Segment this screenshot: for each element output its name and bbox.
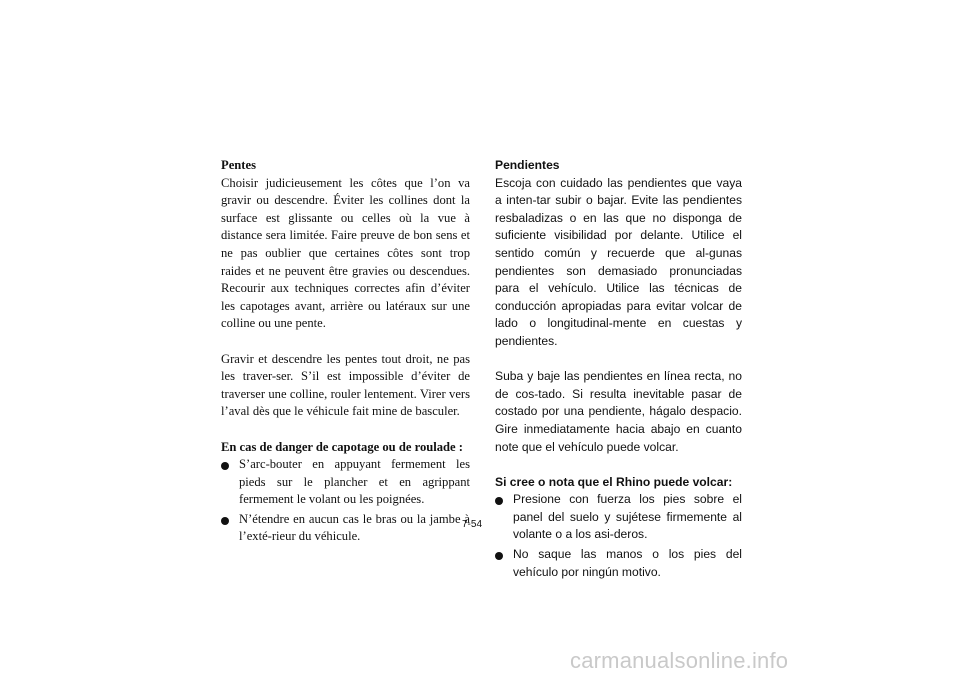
spanish-bullet-text-2: No saque las manos o los pies del vehículo por ningún motivo. <box>513 547 742 579</box>
french-paragraph-1: Choisir judicieusement les côtes que l’on va gravir ou descendre. Éviter les collines dont la surface est glissante ou celles où la vue à distance sera limitée. Faire preuve de bon sens et ne pas oublier que certaines côtes sont trop raides et ne peuvent être gravies ou descendues. Recourir aux techniques correctes afin d’éviter les capotages avant, arrière ou latéraux sur une colline ou une pente. <box>221 175 470 331</box>
spanish-bullet-list <box>495 491 742 581</box>
list-item <box>495 546 742 581</box>
bullet-dot-icon <box>495 497 503 505</box>
french-bullet-text-2: N’étendre en aucun cas le bras ou la jambe à l’exté-rieur du véhicule. <box>239 511 470 544</box>
french-bullet-list <box>221 456 470 546</box>
spanish-heading: Pendientes <box>495 158 560 172</box>
spanish-paragraph-2: Suba y baje las pendientes en línea recta, no de cos-tado. Si resulta inevitable pasar de costado por una pendiente, hágalo despacio. Gire inmediatamente hacia abajo en cuanto note que el vehículo puede volcar. <box>495 369 742 454</box>
bullet-dot-icon <box>221 462 229 470</box>
spanish-column <box>495 157 742 583</box>
watermark: carmanualsonline.info <box>570 648 789 673</box>
spanish-paragraph-1: Escoja con cuidado las pendientes que vaya a inten-tar subir o bajar. Evite las pendientes resbaladizas o en las que no disponga de suficiente visibilidad por delante. Utilice el sentido común y recuerde que al-gunas pendientes son demasiado pronunciadas para el vehículo. Utilice las técnicas de conducción apropiadas para evitar volcar de lado o longitudinal-mente en cuestas y pendientes. <box>495 175 742 348</box>
spacer <box>495 351 742 369</box>
list-item <box>221 456 470 509</box>
french-paragraph-2: Gravir et descendre les pentes tout droit, ne pas les traver-ser. S’il est impossible d’éviter de traverser une colline, rouler lentement. Virer vers l’aval dès que le véhicule fait mine de basculer. <box>221 351 470 419</box>
french-column <box>221 157 470 548</box>
french-bullet-text-1: S’arc-bouter en appuyant fermement les pieds sur le plancher et en agrippant fermement le volant ou les poignées. <box>239 457 470 507</box>
spanish-bullet-text-1: Presione con fuerza los pies sobre el panel del suelo y sujétese firmemente al volante o a los asi-deros. <box>513 492 742 542</box>
spacer <box>221 421 470 439</box>
french-subheading: En cas de danger de capotage ou de roulade : <box>221 439 463 454</box>
page-number: 7-54 <box>462 519 483 530</box>
spacer <box>495 456 742 474</box>
list-item <box>221 511 470 546</box>
spacer <box>221 333 470 351</box>
list-item <box>495 491 742 544</box>
spanish-subheading: Si cree o nota que el Rhino puede volcar: <box>495 474 733 489</box>
bullet-dot-icon <box>495 552 503 560</box>
bullet-dot-icon <box>221 517 229 525</box>
french-heading: Pentes <box>221 158 256 172</box>
